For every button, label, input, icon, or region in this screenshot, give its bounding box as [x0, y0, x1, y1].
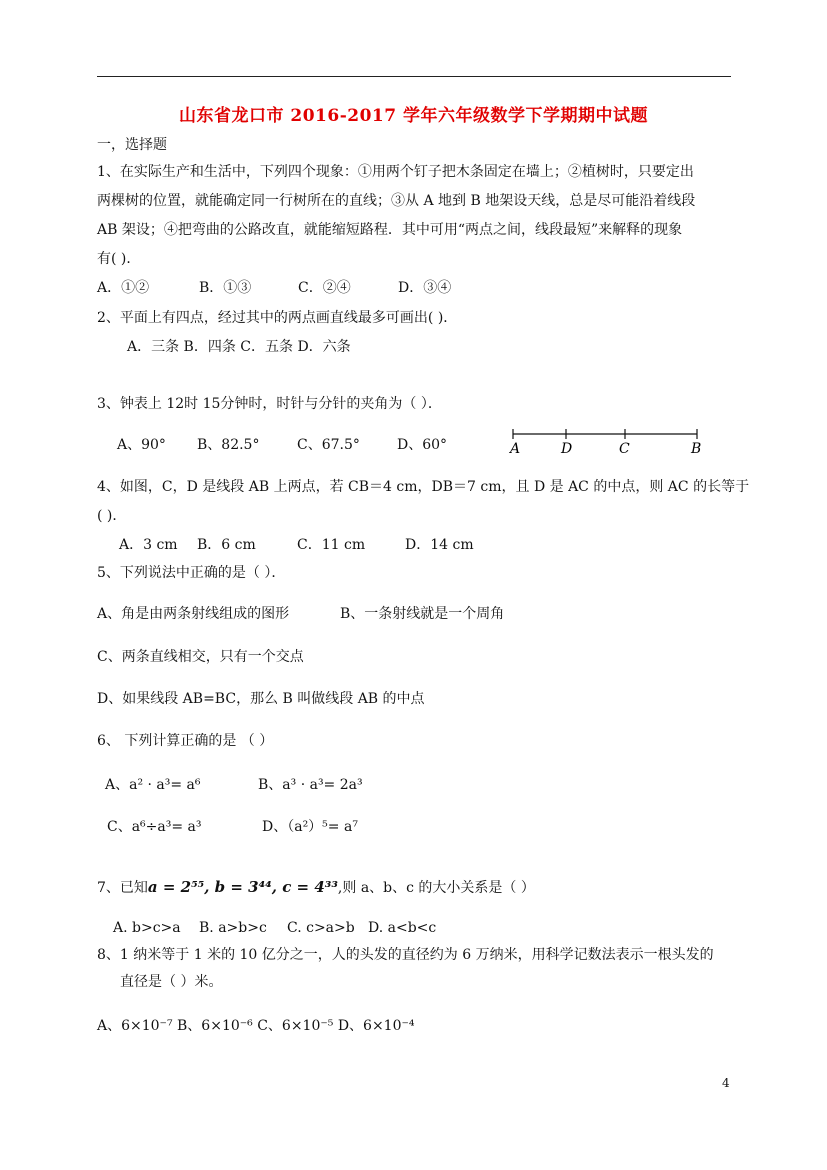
q4-text: 4、如图，C，D 是线段 AB 上两点，若 CB＝4 cm，DB＝7 cm，且 D 是 AC 的中点，则 AC 的长等于 — [97, 479, 750, 495]
q1-line2: 两棵树的位置，就能确定同一行树所在的直线；③从 A 地到 B 地架设天线，总是尽可能沿着线段 — [97, 193, 696, 209]
q5-option-c: C、两条直线相交，只有一个交点 — [97, 649, 304, 665]
q6-option-d: D、（a²）⁵= a⁷ — [262, 819, 358, 835]
q6-text: 6、 下列计算正确的是 （ ） — [97, 733, 274, 749]
q3-option-b: B、82.5° — [197, 437, 260, 453]
page-title: 山东省龙口市 2016-2017 学年六年级数学下学期期中试题 — [178, 106, 649, 126]
q1-option-d: D．③④ — [398, 280, 452, 296]
q5-text: 5、下列说法中正确的是（ ）． — [97, 565, 286, 581]
label-c: C — [619, 441, 630, 457]
q5-option-a: A、角是由两条射线组成的图形 — [97, 606, 290, 622]
label-d: D — [561, 441, 573, 457]
q1-line1: 1、在实际生产和生活中，下列四个现象：①用两个钉子把木条固定在墙上；②植树时，只要定出 — [97, 164, 694, 180]
label-a: A — [510, 441, 521, 457]
q7-option-c: C. c>a>b — [287, 920, 355, 936]
q4-option-b: B．6 cm — [197, 537, 256, 553]
q7-option-b: B. a>b>c — [199, 920, 267, 936]
q6-option-b: B、a³ · a³= 2a³ — [258, 777, 363, 793]
q7-option-d: D. a<b<c — [368, 920, 437, 936]
q1-line3: AB 架设；④把弯曲的公路改直，就能缩短路程．其中可用“两点之间，线段最短”来解释的现象 — [97, 222, 683, 238]
q7-prefix: 7、已知 — [97, 880, 148, 896]
q8-line1: 8、1 纳米等于 1 米的 10 亿分之一，人的头发的直径约为 6 万纳米，用科学记数法表示一根头发的 — [97, 947, 714, 963]
segment-figure — [505, 426, 715, 458]
q3-option-c: C、67.5° — [297, 437, 360, 453]
page-number: 4 — [722, 1076, 730, 1090]
section-heading: 一，选择题 — [97, 137, 167, 153]
q7-option-a: A. b>c>a — [113, 920, 181, 936]
q4-option-a: A．3 cm — [119, 537, 178, 553]
label-b: B — [691, 441, 702, 457]
q7-suffix: ,则 a、b、c 的大小关系是（ ） — [337, 880, 535, 896]
q6-option-c: C、a⁶÷a³= a³ — [107, 819, 202, 835]
q4-tail: ( )． — [97, 508, 127, 524]
q1-option-a: A．①② — [97, 280, 150, 296]
q7-line — [97, 878, 535, 897]
q5-option-d: D、如果线段 AB=BC，那么 B 叫做线段 AB 的中点 — [97, 691, 425, 707]
q3-text: 3、钟表上 12时 15分钟时，时针与分针的夹角为（ ）． — [97, 396, 442, 412]
q4-option-d: D．14 cm — [405, 537, 474, 553]
q2-options: A．三条 B．四条 C．五条 D．六条 — [127, 339, 351, 355]
q1-line4: 有( )． — [97, 251, 141, 267]
q5-option-b: B、一条射线就是一个周角 — [340, 606, 505, 622]
q8-options: A、6×10⁻⁷ B、6×10⁻⁶ C、6×10⁻⁵ D、6×10⁻⁴ — [97, 1018, 415, 1034]
q6-option-a: A、a² · a³= a⁶ — [105, 777, 201, 793]
q8-line2: 直径是（ ）米。 — [120, 974, 223, 990]
q3-option-d: D、60° — [397, 437, 448, 453]
q1-option-c: C．②④ — [298, 280, 351, 296]
q1-option-b: B．①③ — [199, 280, 252, 296]
header-rule — [97, 76, 731, 77]
q7-expression: a = 2⁵⁵, b = 3⁴⁴, c = 4³³ — [147, 878, 338, 896]
q3-option-a: A、90° — [117, 437, 166, 453]
q2-text: 2、平面上有四点，经过其中的两点画直线最多可画出( )． — [97, 310, 458, 326]
q4-option-c: C．11 cm — [297, 537, 366, 553]
